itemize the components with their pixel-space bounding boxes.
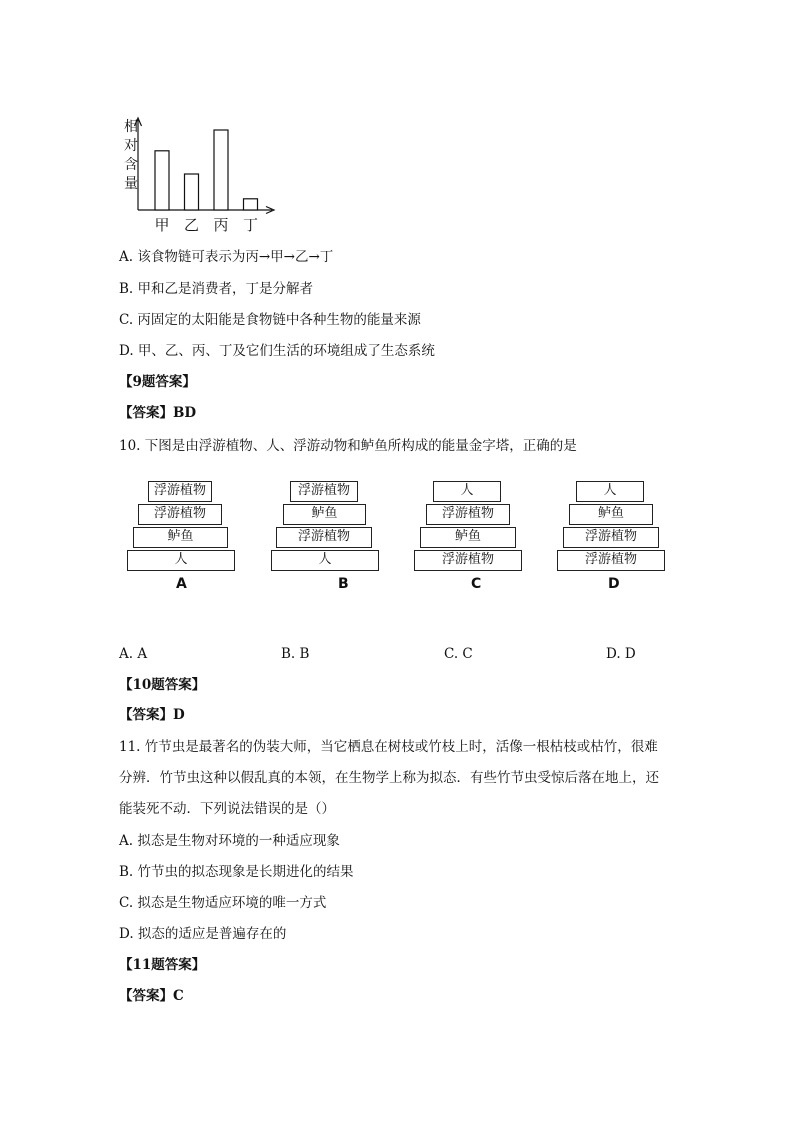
pyramid-layer: 浮游植物 [563,527,659,548]
q11-option-b: B. 竹节虫的拟态现象是长期进化的结果 [119,864,354,880]
q11-stem-line-2: 分辨．竹节虫这种以假乱真的本领，在生物学上称为拟态．有些竹节虫受惊后落在地上，还 [119,770,659,786]
bar [185,174,199,210]
pyramid-label: C [471,576,482,592]
q10-stem: 10. 下图是由浮游植物、人、浮游动物和鲈鱼所构成的能量金字塔，正确的是 [119,438,577,454]
q9-option-c: C. 丙固定的太阳能是食物链中各种生物的能量来源 [119,312,421,328]
q9-answer-heading: 【9题答案】 [119,374,196,390]
y-axis-label-char: 量 [124,176,138,192]
x-tick-label: 乙 [183,216,200,234]
q11-answer: 【答案】C [119,988,184,1004]
bar [214,130,228,210]
q11-option-a: A. 拟态是生物对环境的一种适应现象 [119,833,340,849]
pyramid-layer: 人 [433,481,501,502]
pyramid-layer: 鲈鱼 [420,527,516,548]
pyramid-layer: 人 [271,550,379,571]
x-tick-label: 丁 [242,216,259,234]
q9-option-d: D. 甲、乙、丙、丁及它们生活的环境组成了生态系统 [119,343,435,359]
q11-option-d: D. 拟态的适应是普遍存在的 [119,926,287,942]
y-axis-label-char: 含 [124,157,138,173]
q11-stem-line-3: 能装死不动．下列说法错误的是（） [119,801,335,817]
pyramid-label: D [608,576,620,592]
pyramid-layer: 浮游植物 [148,481,212,502]
q9-answer: 【答案】BD [119,405,197,421]
x-tick-label: 甲 [154,216,170,234]
pyramid-layer: 人 [576,481,644,502]
q10-option-c: C. C [444,646,473,662]
q9-option-b: B. 甲和乙是消费者，丁是分解者 [119,281,314,297]
bar [155,151,169,210]
x-tick-label: 丙 [213,216,229,234]
pyramid-layer: 浮游植物 [138,504,222,525]
bar-chart-svg [118,112,288,237]
pyramid-layer: 鲈鱼 [283,504,366,525]
q10-answer: 【答案】D [119,707,185,723]
pyramid-layer: 浮游植物 [557,550,665,571]
pyramid-layer: 浮游植物 [290,481,358,502]
q11-option-c: C. 拟态是生物适应环境的唯一方式 [119,895,327,911]
q10-option-b: B. B [281,646,310,662]
pyramid-layer: 鲈鱼 [133,527,228,548]
y-axis-label-char: 相 [124,119,138,135]
bar [244,199,258,210]
q10-option-d: D. D [606,646,636,662]
q10-answer-heading: 【10题答案】 [119,677,206,693]
pyramid-layer: 人 [127,550,235,571]
pyramid-layer: 浮游植物 [414,550,522,571]
pyramid-label: A [176,576,187,592]
pyramid-layer: 浮游植物 [426,504,510,525]
q9-option-a: A. 该食物链可表示为丙→甲→乙→丁 [119,249,334,265]
pyramid-label: B [338,576,349,592]
y-axis-label-char: 对 [124,138,138,154]
q11-answer-heading: 【11题答案】 [119,957,206,973]
pyramid-layer: 鲈鱼 [569,504,653,525]
pyramid-layer: 浮游植物 [276,527,372,548]
q10-option-a: A. A [119,646,148,662]
q11-stem-line-1: 11. 竹节虫是最著名的伪装大师，当它栖息在树枝或竹枝上时，活像一根枯枝或枯竹，很难 [119,739,658,755]
